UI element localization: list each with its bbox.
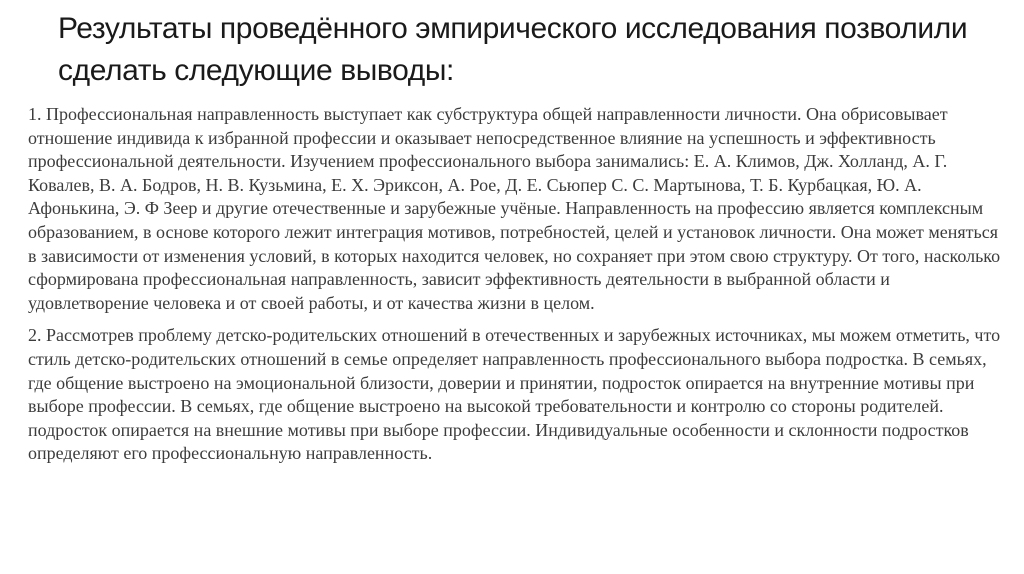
paragraph-2: 2. Рассмотрев проблему детско-родительских отношений в отечественных и зарубежных источниках, мы можем отметить, что стиль детско-родительских отношений в семье определяет направленность профессионального выбора подростка. В семьях, где общение выстроено на эмоциональной близости, доверии и принятии, подросток опирается на внутренние мотивы при выборе профессии. В семьях, где общение выстроено на высокой требовательности и контролю со стороны родителей. подросток опирается на внешние мотивы при выборе профессии. Индивидуальные особенности и склонности подростков определяют его профессиональную направленность. xyxy=(28,325,1001,464)
slide-title: Результаты проведённого эмпирического исследования позволили сделать следующие выводы: xyxy=(58,12,968,87)
slide-body xyxy=(28,103,1003,475)
paragraph-1: 1. Профессиональная направленность выступает как субструктура общей направленности личности. Она обрисовывает отношение индивида к избранной профессии и оказывает непосредственное влияние на успешность и эффективность профессиональной деятельности. Изучением профессионального выбора занимались: Е. А. Климов, Дж. Холланд, А. Г. Ковалев, В. А. Бодров, Н. В. Кузьмина, Е. Х. Эриксон, А. Рое, Д. Е. Сьюпер С. С. Мартынова, Т. Б. Курбацкая, Ю. А. Афонькина, Э. Ф Зеер и другие отечественные и зарубежные учёные. Направленность на профессию является комплексным образованием, в основе которого лежит интеграция мотивов, потребностей, целей и установок личности. Она может меняться в зависимости от изменения условий, в которых находится человек, но сохраняет при этом свою структуру. От того, насколько сформирована профессиональная направленность, зависит эффективность деятельности в выбранной области и удовлетворение человека и от своей работы, и от качества жизни в целом. xyxy=(28,104,1001,313)
